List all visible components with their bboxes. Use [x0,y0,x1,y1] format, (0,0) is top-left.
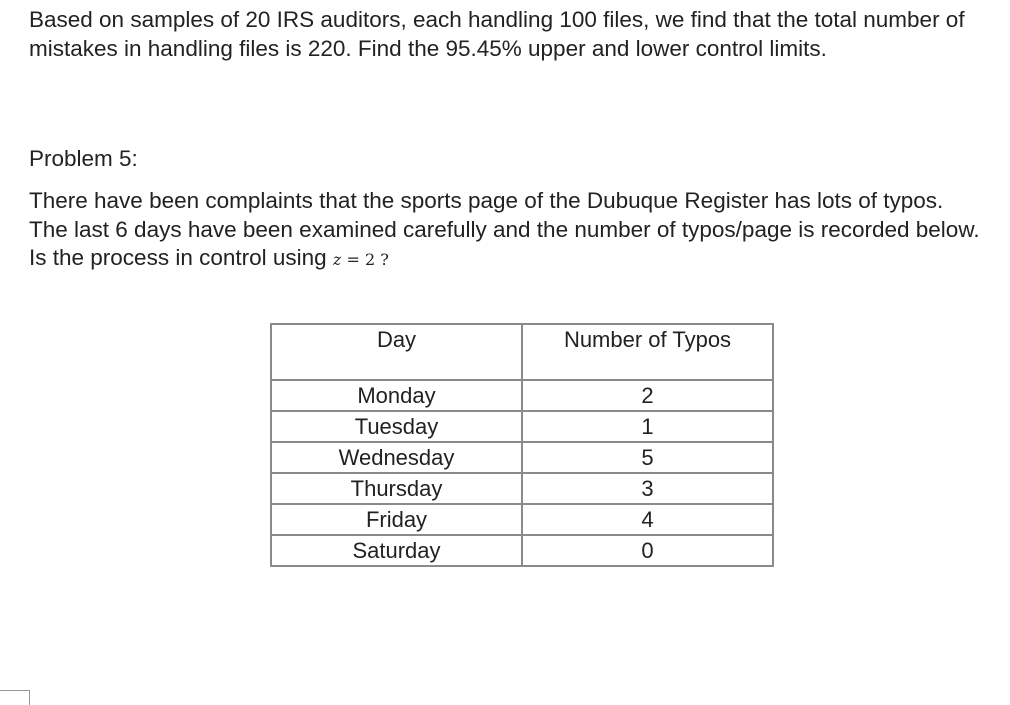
table-row [271,504,773,535]
cell-typos: 3 [522,473,773,504]
header-number-of-typos: Number of Typos [522,324,773,380]
problem-5-text: There have been complaints that the sports page of the Dubuque Register has lots of typos. The last 6 days have been examined carefully and the number of typos/page is recorded below. Is the process in control using [29,188,980,270]
cell-day: Tuesday [271,411,522,442]
z-equals-expression [333,250,389,269]
cell-typos: 5 [522,442,773,473]
cell-day: Monday [271,380,522,411]
problem-5-paragraph [29,187,984,275]
cell-typos: 0 [522,535,773,566]
intro-paragraph: Based on samples of 20 IRS auditors, each handling 100 files, we find that the total number of mistakes in handling files is 220. Find the 95.45% upper and lower control limits. [29,7,965,61]
cell-day: Saturday [271,535,522,566]
page-corner-mark [0,690,30,705]
problem-5-heading: Problem 5: [29,146,138,171]
table-row [271,473,773,504]
cell-typos: 2 [522,380,773,411]
table-header-row [271,324,773,380]
table-row [271,411,773,442]
math-value: = 2 ? [341,250,389,269]
table-row [271,442,773,473]
cell-day: Thursday [271,473,522,504]
header-day: Day [271,324,522,380]
table-row [271,535,773,566]
cell-typos: 1 [522,411,773,442]
cell-day: Wednesday [271,442,522,473]
math-variable-z: z [332,250,342,269]
document-page [29,6,984,563]
cell-day: Friday [271,504,522,535]
typos-table [270,323,774,567]
cell-typos: 4 [522,504,773,535]
table-row [271,380,773,411]
